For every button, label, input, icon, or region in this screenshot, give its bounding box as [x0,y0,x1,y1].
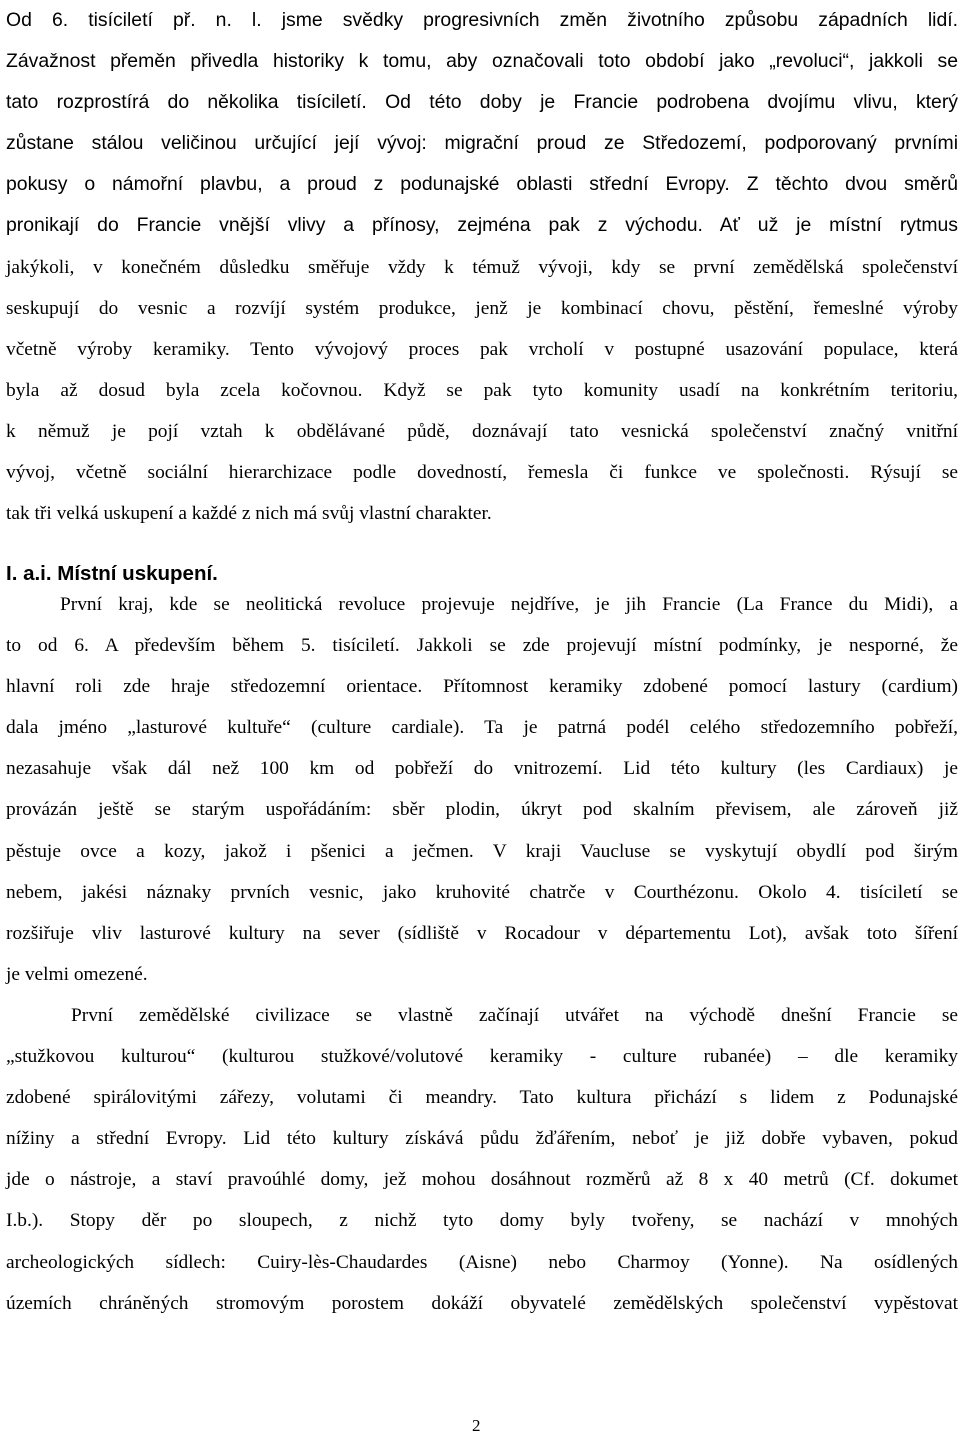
text-line: vývoj, včetně sociální hierarchizace podle dovedností, řemesla či funkce ve společnosti. Rýsují se [6,462,958,484]
text-line: Od 6. tisíciletí př. n. l. jsme svědky progresivních změn životního způsobu západních lidí. [6,9,958,31]
text-line: hlavní roli zde hraje středozemní orientace. Přítomnost keramiky zdobené pomocí lastury (cardium) [6,676,958,698]
text-line: územích chráněných stromovým porostem dokáží obyvatelé zemědělských společenství vypěstovat [6,1292,958,1314]
section-heading: I. a.i. Místní uskupení. [6,562,218,585]
text-line: dala jméno „lasturové kultuře“ (culture cardiale). Ta je patrná podél celého středozemního pobřeží, [6,717,958,739]
text-line: První zemědělské civilizace se vlastně začínají utvářet na východě dnešní Francie se [71,1005,958,1026]
text-line: k němuž je pojí vztah k obdělávané půdě, doznávají tato vesnická společenství značný vnitřní [6,420,958,442]
text-line: nebem, jakési náznaky prvních vesnic, jako kruhovité chatrče v Courthézonu. Okolo 4. tisíciletí se [6,881,958,903]
text-line: pokusy o námořní plavbu, a proud z podunajské oblasti střední Evropy. Z těchto dvou směrů [6,173,958,196]
text-line: seskupují do vesnic a rozvíjí systém produkce, jenž je kombinací chovu, pěstění, řemeslné výroby [6,297,958,319]
text-line: rozšiřuje vliv lasturové kultury na sever (sídliště v Rocadour v départementu Lot), avšak toto šíření [6,922,958,944]
text-line: „stužkovou kulturou“ (kulturou stužkové/volutové keramiky - culture rubanée) – dle keramiky [6,1046,958,1068]
page-number: 2 [472,1416,481,1435]
paragraph-south-france [6,584,958,995]
text-line: zůstane stálou veličinou určující její vývoj: migrační proud ze Středozemí, podporovaný prvními [6,132,958,155]
text-line-part: tato rozprostírá do několika tisíciletí. Od této doby je Francie podrobena dvojímu vlivu, který [6,91,958,114]
paragraph-ribbon-culture [6,995,958,1324]
text-line: Závažnost přeměn přivedla historiky k tomu, aby označovali toto období jako „revoluci“, jakkoli se [6,50,958,73]
text-line: jde o nástroje, a staví pravoúhlé domy, jež mohou dosáhnout rozměrů až 8 x 40 metrů (Cf. dokumet [6,1169,958,1191]
text-line: je velmi omezené. [6,963,148,985]
paragraph-intro [6,0,958,534]
text-line: byla až dosud byla zcela kočovnou. Když se pak tyto komunity usadí na konkrétním teritoriu, [6,379,958,401]
text-line: nížiny a střední Evropy. Lid této kultury získává půdu žďářením, neboť je již dobře vybaven, pokud [6,1128,958,1150]
text-line: pronikají do Francie vnější vlivy a přínosy, zejména pak z východu. Ať už je místní rytmus [6,214,958,237]
text-line: tak tři velká uskupení a každé z nich má svůj vlastní charakter. [6,503,492,525]
text-line: První kraj, kde se neolitická revoluce projevuje nejdříve, je jih Francie (La France du Midi), a [60,594,958,615]
text-line: archeologických sídlech: Cuiry-lès-Chaudardes (Aisne) nebo Charmoy (Yonne). Na osídlených [6,1251,958,1273]
text-line: provázán ještě se starým uspořádáním: sběr plodin, úkryt pod skalním převisem, ale zároveň již [6,799,958,821]
text-line: jakýkoli, v konečném důsledku směřuje vždy k témuž vývoji, kdy se první zemědělská společenství [6,256,958,278]
text-line: to od 6. A především během 5. tisíciletí. Jakkoli se zde projevují místní podmínky, je nesporné, že [6,635,958,657]
text-line [6,82,958,123]
text-line: včetně výroby keramiky. Tento vývojový proces pak vrcholí v postupné usazování populace, která [6,338,958,360]
text-line: nezasahuje však dál než 100 km od pobřeží do vnitrozemí. Lid této kultury (les Cardiaux) je [6,758,958,780]
text-line: zdobené spirálovitými zářezy, volutami či meandry. Tato kultura přichází s lidem z Podunajské [6,1087,958,1109]
text-line: I.b.). Stopy děr po sloupech, z nichž tyto domy byly tvořeny, se nachází v mnohých [6,1210,958,1232]
text-line: pěstuje ovce a kozy, jakož i pšenici a ječmen. V kraji Vaucluse se vyskytují obydlí pod širým [6,840,958,862]
